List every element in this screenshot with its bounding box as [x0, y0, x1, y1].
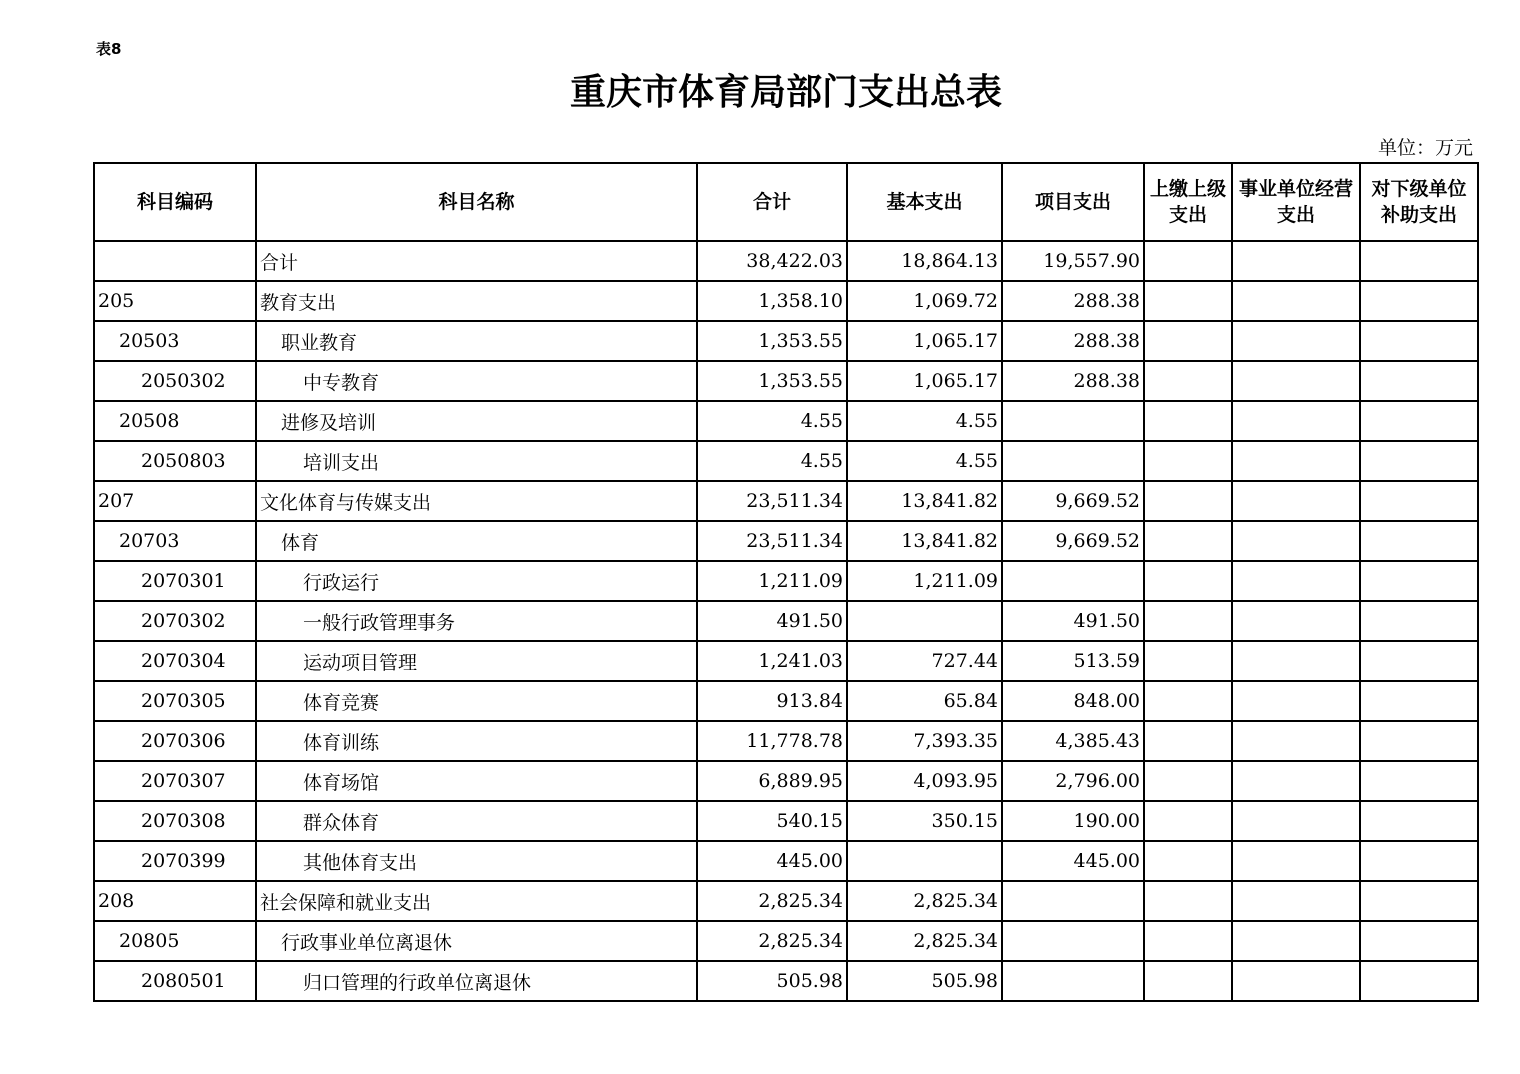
cell-basic: 1,065.17: [847, 361, 1002, 401]
table-row: [94, 881, 1478, 921]
header-basic: 基本支出: [847, 163, 1002, 241]
cell-total: 2,825.34: [697, 881, 847, 921]
cell-project: [1002, 561, 1144, 601]
cell-subsidy: [1360, 481, 1478, 521]
cell-code: 2070305: [94, 681, 256, 721]
cell-subsidy: [1360, 841, 1478, 881]
cell-business: [1232, 481, 1360, 521]
table-row: [94, 961, 1478, 1001]
cell-subsidy: [1360, 601, 1478, 641]
cell-remit: [1144, 961, 1232, 1001]
cell-name: 体育竞赛: [256, 681, 697, 721]
cell-project: [1002, 441, 1144, 481]
cell-code: 205: [94, 281, 256, 321]
table-row: [94, 241, 1478, 281]
table-row: [94, 761, 1478, 801]
cell-remit: [1144, 881, 1232, 921]
cell-total: 445.00: [697, 841, 847, 881]
table-row: [94, 641, 1478, 681]
cell-basic: [847, 841, 1002, 881]
cell-code: 2070304: [94, 641, 256, 681]
cell-project: 9,669.52: [1002, 521, 1144, 561]
cell-total: 23,511.34: [697, 481, 847, 521]
cell-subsidy: [1360, 721, 1478, 761]
header-name: 科目名称: [256, 163, 697, 241]
cell-subsidy: [1360, 321, 1478, 361]
cell-remit: [1144, 641, 1232, 681]
cell-project: [1002, 401, 1144, 441]
header-row: [94, 163, 1478, 241]
cell-code: 20805: [94, 921, 256, 961]
cell-remit: [1144, 841, 1232, 881]
cell-business: [1232, 281, 1360, 321]
cell-basic: 727.44: [847, 641, 1002, 681]
cell-total: 1,358.10: [697, 281, 847, 321]
cell-basic: 1,065.17: [847, 321, 1002, 361]
table-row: [94, 281, 1478, 321]
cell-name: 运动项目管理: [256, 641, 697, 681]
cell-project: 288.38: [1002, 281, 1144, 321]
cell-subsidy: [1360, 241, 1478, 281]
cell-business: [1232, 961, 1360, 1001]
cell-name: 一般行政管理事务: [256, 601, 697, 641]
cell-subsidy: [1360, 681, 1478, 721]
header-subsidy: 对下级单位补助支出: [1360, 163, 1478, 241]
cell-project: 491.50: [1002, 601, 1144, 641]
cell-remit: [1144, 321, 1232, 361]
cell-code: 2070306: [94, 721, 256, 761]
table-row: [94, 401, 1478, 441]
cell-subsidy: [1360, 881, 1478, 921]
cell-business: [1232, 921, 1360, 961]
cell-total: 540.15: [697, 801, 847, 841]
cell-name: 体育训练: [256, 721, 697, 761]
cell-name: 体育: [256, 521, 697, 561]
cell-subsidy: [1360, 401, 1478, 441]
table-row: [94, 921, 1478, 961]
cell-subsidy: [1360, 441, 1478, 481]
cell-code: 20503: [94, 321, 256, 361]
cell-total: 505.98: [697, 961, 847, 1001]
cell-basic: 1,211.09: [847, 561, 1002, 601]
cell-basic: 13,841.82: [847, 521, 1002, 561]
cell-business: [1232, 881, 1360, 921]
cell-subsidy: [1360, 521, 1478, 561]
cell-business: [1232, 641, 1360, 681]
header-total: 合计: [697, 163, 847, 241]
cell-name: 职业教育: [256, 321, 697, 361]
cell-subsidy: [1360, 921, 1478, 961]
cell-name: 体育场馆: [256, 761, 697, 801]
cell-remit: [1144, 681, 1232, 721]
cell-business: [1232, 441, 1360, 481]
table-row: [94, 481, 1478, 521]
cell-code: 2070399: [94, 841, 256, 881]
cell-code: 2070301: [94, 561, 256, 601]
header-business: 事业单位经营支出: [1232, 163, 1360, 241]
cell-name: 培训支出: [256, 441, 697, 481]
cell-remit: [1144, 481, 1232, 521]
cell-business: [1232, 681, 1360, 721]
cell-subsidy: [1360, 761, 1478, 801]
cell-subsidy: [1360, 561, 1478, 601]
cell-subsidy: [1360, 961, 1478, 1001]
cell-business: [1232, 521, 1360, 561]
cell-name: 行政事业单位离退休: [256, 921, 697, 961]
cell-business: [1232, 841, 1360, 881]
cell-subsidy: [1360, 801, 1478, 841]
cell-remit: [1144, 241, 1232, 281]
cell-total: 2,825.34: [697, 921, 847, 961]
cell-name: 合计: [256, 241, 697, 281]
cell-basic: 65.84: [847, 681, 1002, 721]
table-row: [94, 801, 1478, 841]
cell-total: 491.50: [697, 601, 847, 641]
expenditure-table: [93, 162, 1479, 1002]
cell-business: [1232, 801, 1360, 841]
table-number: 表8: [96, 40, 122, 58]
cell-project: 513.59: [1002, 641, 1144, 681]
cell-name: 教育支出: [256, 281, 697, 321]
cell-basic: 2,825.34: [847, 921, 1002, 961]
cell-remit: [1144, 721, 1232, 761]
cell-project: [1002, 921, 1144, 961]
cell-remit: [1144, 761, 1232, 801]
cell-name: 文化体育与传媒支出: [256, 481, 697, 521]
cell-total: 1,241.03: [697, 641, 847, 681]
cell-name: 行政运行: [256, 561, 697, 601]
cell-basic: 4.55: [847, 441, 1002, 481]
cell-remit: [1144, 401, 1232, 441]
cell-basic: 4.55: [847, 401, 1002, 441]
table-row: [94, 681, 1478, 721]
table-row: [94, 441, 1478, 481]
cell-project: 19,557.90: [1002, 241, 1144, 281]
cell-code: 2050803: [94, 441, 256, 481]
cell-remit: [1144, 361, 1232, 401]
cell-remit: [1144, 521, 1232, 561]
cell-remit: [1144, 441, 1232, 481]
cell-basic: 13,841.82: [847, 481, 1002, 521]
cell-total: 1,353.55: [697, 321, 847, 361]
cell-total: 4.55: [697, 441, 847, 481]
cell-code: 207: [94, 481, 256, 521]
cell-business: [1232, 241, 1360, 281]
cell-code: 20703: [94, 521, 256, 561]
cell-business: [1232, 761, 1360, 801]
table-row: [94, 601, 1478, 641]
cell-total: 23,511.34: [697, 521, 847, 561]
cell-project: 288.38: [1002, 321, 1144, 361]
cell-code: 2070302: [94, 601, 256, 641]
cell-remit: [1144, 601, 1232, 641]
cell-project: 190.00: [1002, 801, 1144, 841]
cell-business: [1232, 401, 1360, 441]
cell-basic: 505.98: [847, 961, 1002, 1001]
cell-total: 4.55: [697, 401, 847, 441]
header-remit: 上缴上级支出: [1144, 163, 1232, 241]
table-row: [94, 521, 1478, 561]
cell-project: 4,385.43: [1002, 721, 1144, 761]
cell-basic: 7,393.35: [847, 721, 1002, 761]
cell-business: [1232, 321, 1360, 361]
table-row: [94, 321, 1478, 361]
table-row: [94, 561, 1478, 601]
cell-name: 中专教育: [256, 361, 697, 401]
cell-basic: 350.15: [847, 801, 1002, 841]
page-title: 重庆市体育局部门支出总表: [569, 72, 1002, 113]
cell-name: 归口管理的行政单位离退休: [256, 961, 697, 1001]
table-row: [94, 721, 1478, 761]
cell-project: 848.00: [1002, 681, 1144, 721]
cell-code: 208: [94, 881, 256, 921]
cell-total: 11,778.78: [697, 721, 847, 761]
header-project: 项目支出: [1002, 163, 1144, 241]
cell-subsidy: [1360, 641, 1478, 681]
cell-total: 1,353.55: [697, 361, 847, 401]
cell-project: 288.38: [1002, 361, 1144, 401]
cell-name: 社会保障和就业支出: [256, 881, 697, 921]
cell-project: [1002, 961, 1144, 1001]
cell-code: 2050302: [94, 361, 256, 401]
cell-business: [1232, 561, 1360, 601]
cell-remit: [1144, 281, 1232, 321]
cell-basic: 4,093.95: [847, 761, 1002, 801]
cell-total: 913.84: [697, 681, 847, 721]
cell-basic: 2,825.34: [847, 881, 1002, 921]
cell-business: [1232, 721, 1360, 761]
cell-business: [1232, 601, 1360, 641]
header-code: 科目编码: [94, 163, 256, 241]
cell-total: 1,211.09: [697, 561, 847, 601]
unit-label: 单位：万元: [1377, 137, 1473, 159]
cell-basic: 18,864.13: [847, 241, 1002, 281]
cell-business: [1232, 361, 1360, 401]
cell-code: 2080501: [94, 961, 256, 1001]
cell-code: 2070308: [94, 801, 256, 841]
cell-name: 其他体育支出: [256, 841, 697, 881]
table-row: [94, 361, 1478, 401]
cell-name: 群众体育: [256, 801, 697, 841]
cell-code: 2070307: [94, 761, 256, 801]
cell-subsidy: [1360, 281, 1478, 321]
cell-code: [94, 241, 256, 281]
cell-project: [1002, 881, 1144, 921]
cell-remit: [1144, 921, 1232, 961]
cell-project: 445.00: [1002, 841, 1144, 881]
cell-project: 2,796.00: [1002, 761, 1144, 801]
cell-remit: [1144, 801, 1232, 841]
cell-project: 9,669.52: [1002, 481, 1144, 521]
cell-name: 进修及培训: [256, 401, 697, 441]
cell-total: 38,422.03: [697, 241, 847, 281]
table-row: [94, 841, 1478, 881]
cell-remit: [1144, 561, 1232, 601]
cell-subsidy: [1360, 361, 1478, 401]
cell-code: 20508: [94, 401, 256, 441]
cell-basic: 1,069.72: [847, 281, 1002, 321]
cell-basic: [847, 601, 1002, 641]
cell-total: 6,889.95: [697, 761, 847, 801]
